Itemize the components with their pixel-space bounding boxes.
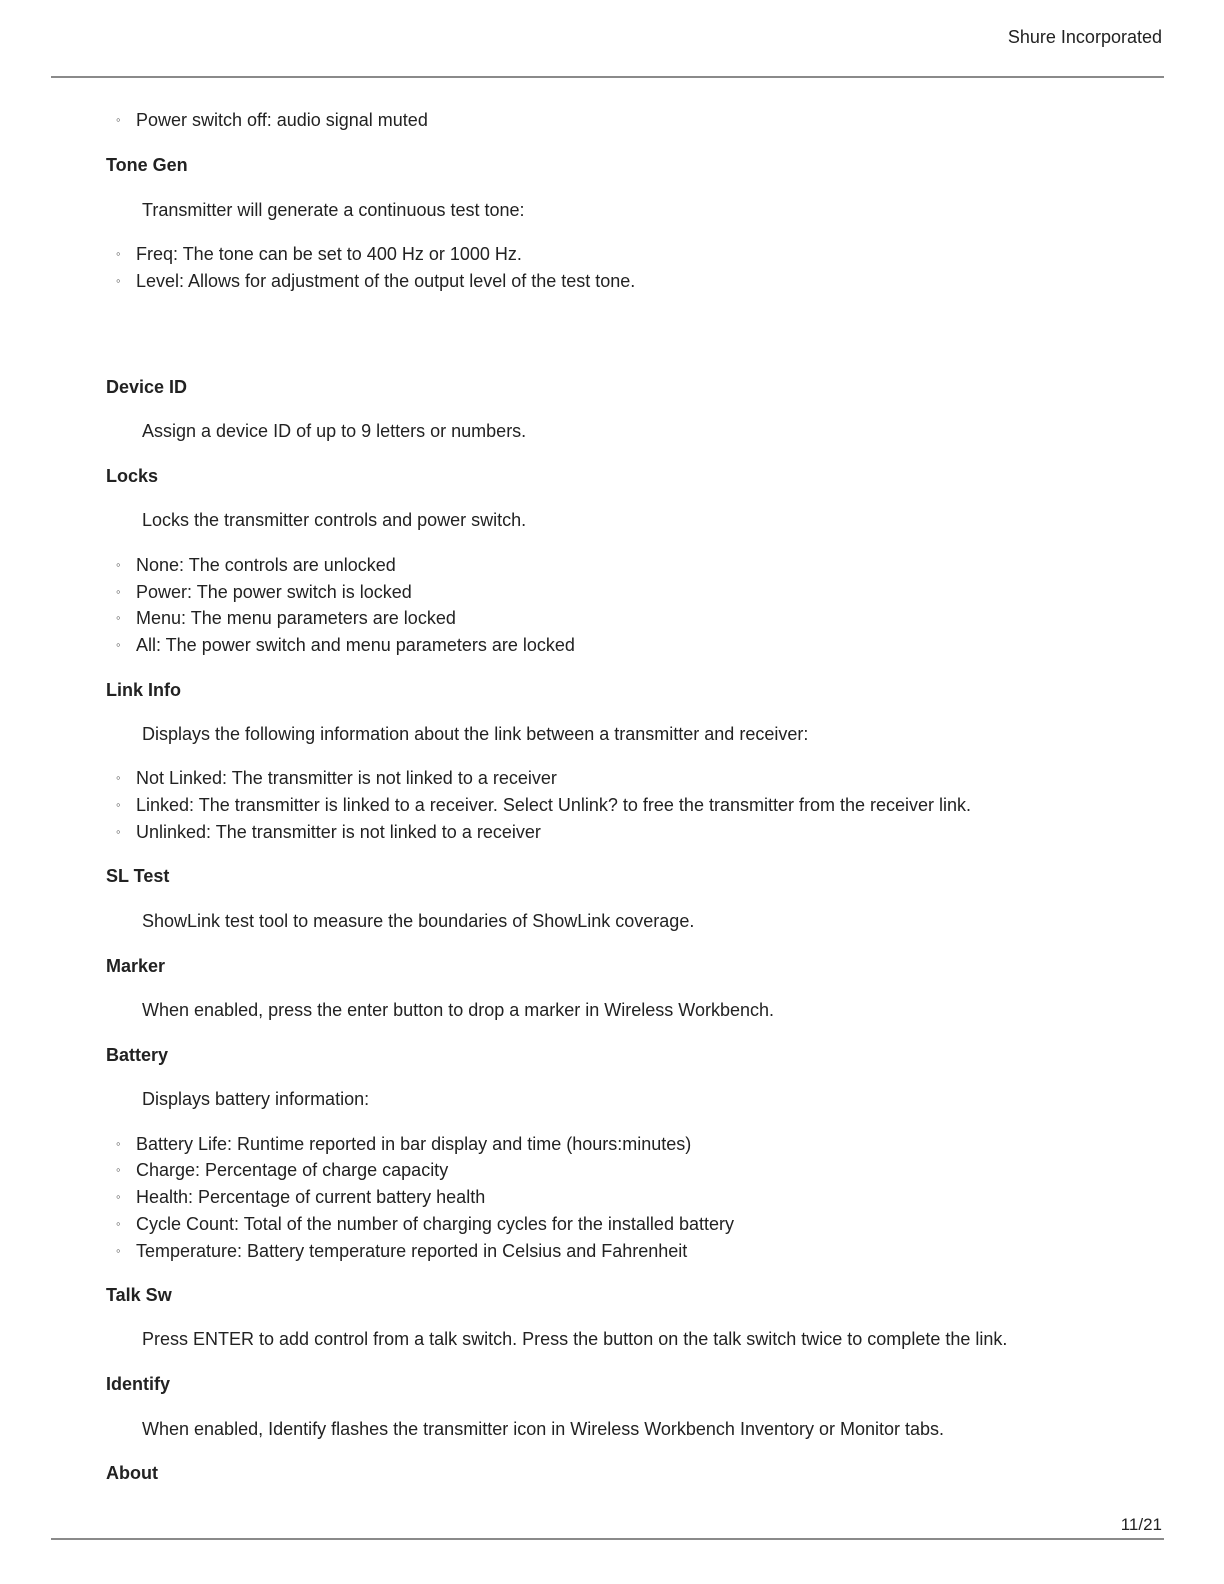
list-item: ◦ Menu: The menu parameters are locked <box>136 607 456 629</box>
section-heading-device-id: Device ID <box>106 377 188 397</box>
list-item: ◦ Freq: The tone can be set to 400 Hz or 1000 Hz. <box>136 243 522 265</box>
list-item: ◦ Battery Life: Runtime reported in bar display and time (hours:minutes) <box>136 1133 691 1155</box>
section-heading-marker: Marker <box>106 956 166 976</box>
section-heading-locks: Locks <box>106 466 159 486</box>
page-number: 11/21 <box>1120 1515 1162 1534</box>
section-heading-sl-test: SL Test <box>106 866 170 886</box>
section-heading-tone-gen: Tone Gen <box>106 155 188 175</box>
list-item: ◦ None: The controls are unlocked <box>136 554 396 576</box>
section-desc-link-info: Displays the following information about the link between a transmitter and receiver: <box>142 724 809 744</box>
list-item: ◦ Not Linked: The transmitter is not linked to a receiver <box>136 767 557 789</box>
list-item: ◦ Power: The power switch is locked <box>136 581 412 603</box>
list-item: ◦ Charge: Percentage of charge capacity <box>136 1159 448 1181</box>
section-desc-marker: When enabled, press the enter button to drop a marker in Wireless Workbench. <box>142 1000 774 1020</box>
company-name: Shure Incorporated <box>1007 27 1162 47</box>
section-desc-device-id: Assign a device ID of up to 9 letters or numbers. <box>142 421 527 441</box>
section-desc-talk-sw: Press ENTER to add control from a talk switch. Press the button on the talk switch twice to complete the link. <box>142 1329 1008 1349</box>
section-heading-link-info: Link Info <box>106 680 181 700</box>
list-item: ◦ Power switch off: audio signal muted <box>136 109 428 131</box>
section-desc-sl-test: ShowLink test tool to measure the boundaries of ShowLink coverage. <box>142 911 695 931</box>
section-heading-battery: Battery <box>106 1045 169 1065</box>
list-item: ◦ Temperature: Battery temperature reported in Celsius and Fahrenheit <box>136 1240 687 1262</box>
list-item: ◦ Level: Allows for adjustment of the output level of the test tone. <box>136 270 635 292</box>
list-item: ◦ All: The power switch and menu parameters are locked <box>136 634 575 656</box>
section-desc-identify: When enabled, Identify flashes the transmitter icon in Wireless Workbench Inventory or Monitor tabs. <box>142 1419 945 1439</box>
section-heading-identify: Identify <box>106 1374 171 1394</box>
list-item: ◦ Unlinked: The transmitter is not linked to a receiver <box>136 821 541 843</box>
list-item: ◦ Cycle Count: Total of the number of charging cycles for the installed battery <box>136 1213 734 1235</box>
header-divider <box>51 76 1164 78</box>
section-desc-tone-gen: Transmitter will generate a continuous test tone: <box>142 200 525 220</box>
section-heading-talk-sw: Talk Sw <box>106 1285 172 1305</box>
list-item: ◦ Health: Percentage of current battery health <box>136 1186 485 1208</box>
footer-divider <box>51 1538 1164 1540</box>
list-item: ◦ Linked: The transmitter is linked to a receiver. Select Unlink? to free the transmitter from the receiver link. <box>136 794 971 816</box>
section-desc-locks: Locks the transmitter controls and power switch. <box>142 510 527 530</box>
section-heading-about: About <box>106 1463 158 1483</box>
section-desc-battery: Displays battery information: <box>142 1089 370 1109</box>
